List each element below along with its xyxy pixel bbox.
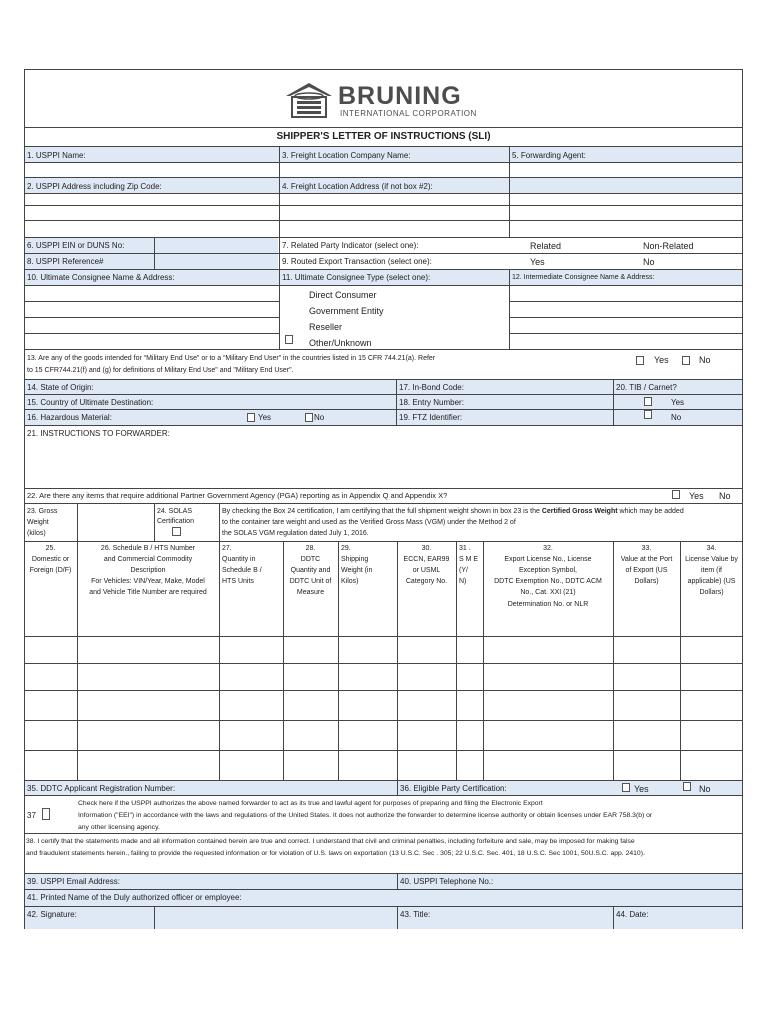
- tib-no-checkbox[interactable]: [644, 410, 652, 419]
- field-38-text-1: 38. I certify that the statements made and all information contained herein are true and correct. I understand that civil and criminal penalties, including forfeiture and sale, may be imposed for making false: [26, 838, 635, 845]
- col-31-line-4: N): [459, 578, 467, 585]
- col-32-line-1: 32.: [543, 545, 553, 552]
- eligible-no-label: No: [699, 784, 711, 794]
- military-yes-checkbox[interactable]: [636, 356, 644, 365]
- col-33-line-3: of Export (US: [625, 567, 668, 574]
- solas-text-line-2: to the container tare weight and used as the Verified Gross Mass (VGM) under the Method 2 of: [222, 519, 516, 526]
- field-38-text-2: and fraudulent statements herein., failing to provide the requested information or for violation of U.S. laws on exportation (13 U.S.C. Sec . 305; 22 U.S.C. Sec. 401, 18 U.S.C. Sec 1001, 50U.S.C. app. 2410).: [26, 850, 645, 857]
- col-25-line-3: Foreign (D/F): [29, 567, 72, 574]
- col-28-line-2: DDTC: [300, 556, 321, 563]
- col-34-line-4: applicable) (US: [687, 578, 736, 585]
- col-34-line-5: Dollars): [699, 589, 724, 596]
- field-2-label: 2. USPPI Address including Zip Code:: [27, 182, 162, 191]
- field-37-text-3: any other licensing agency.: [78, 824, 160, 831]
- certified-gross-weight: Certified Gross Weight: [541, 508, 618, 515]
- brand-subtitle: INTERNATIONAL CORPORATION: [340, 109, 477, 118]
- field-5-label: 5. Forwarding Agent:: [512, 151, 586, 160]
- col-34-line-2: License Value by: [685, 556, 738, 563]
- col-26-line-5: and Vehicle Title Number are required: [89, 589, 207, 596]
- eligible-yes-checkbox[interactable]: [622, 783, 630, 792]
- field-23-label-3: (kilos): [27, 530, 46, 537]
- solas-text-line-1: [222, 507, 684, 517]
- col-33-line-2: Value at the Port: [620, 556, 673, 563]
- col-34-line-3: item (if: [701, 567, 722, 574]
- form-title: SHIPPER'S LETTER OF INSTRUCTIONS (SLI): [276, 131, 491, 142]
- field-41-label: 41. Printed Name of the Duly authorized officer or employee:: [27, 893, 242, 902]
- option-routed-no[interactable]: No: [643, 257, 655, 267]
- col-32-line-3: Exception Symbol,: [519, 567, 577, 574]
- field-9-label: 9. Routed Export Transaction (select one):: [282, 257, 432, 266]
- tib-yes-label: Yes: [671, 398, 685, 407]
- hazmat-no-checkbox[interactable]: [305, 413, 313, 422]
- col-26-line-4: For Vehicles: VIN/Year, Make, Model: [91, 578, 205, 585]
- tib-no-label: No: [671, 413, 682, 422]
- hazmat-yes-checkbox[interactable]: [247, 413, 255, 422]
- col-27-line-2: Quantity in: [222, 556, 256, 563]
- military-yes-label: Yes: [654, 355, 669, 365]
- option-other-unknown[interactable]: Other/Unknown: [309, 338, 372, 348]
- brand-name: BRUNING: [338, 82, 462, 110]
- field-17-label: 17. In-Bond Code:: [399, 383, 464, 392]
- col-30-line-3: or USML: [412, 567, 441, 574]
- col-25-line-2: Domestic or: [31, 556, 70, 563]
- col-30-line-1: 30.: [421, 545, 432, 552]
- field-19-label: 19. FTZ Identifier:: [399, 413, 463, 422]
- pga-yes-checkbox[interactable]: [672, 490, 680, 499]
- field-20-label: 20. TIB / Carnet?: [616, 383, 677, 392]
- col-33-line-4: Dollars): [634, 578, 659, 585]
- field-23-label-2: Weight: [27, 519, 49, 526]
- field-8-label: 8. USPPI Reference#: [27, 257, 104, 266]
- solas-certification-checkbox[interactable]: [172, 527, 181, 536]
- option-non-related[interactable]: Non-Related: [643, 241, 694, 251]
- field-37-label: 37: [27, 811, 36, 820]
- col-29-line-4: Kilos): [341, 578, 359, 585]
- hazmat-yes-label: Yes: [258, 413, 272, 422]
- pga-yes-label: Yes: [689, 491, 704, 501]
- col-27-line-4: HTS Units: [222, 578, 254, 585]
- authorize-forwarder-checkbox[interactable]: [42, 808, 50, 820]
- field-13-text-1: 13. Are any of the goods intended for “Military End Use” or to a “Military End User” in the countries listed in 15 CFR 744.21(a). Refer: [27, 355, 436, 362]
- col-32-line-6: Determination No. or NLR: [507, 601, 589, 608]
- col-30-line-4: Category No.: [405, 578, 448, 585]
- col-32-line-4: DDTC Exemption No., DDTC ACM: [494, 578, 602, 585]
- option-government-entity[interactable]: Government Entity: [309, 306, 384, 316]
- col-28-line-5: Measure: [296, 589, 325, 596]
- tib-yes-checkbox[interactable]: [644, 397, 652, 406]
- field-39-label: 39. USPPI Email Address:: [27, 877, 120, 886]
- field-23-label-1: 23. Gross: [27, 508, 58, 515]
- field-3-label: 3. Freight Location Company Name:: [282, 151, 411, 160]
- col-31-line-3: (Y/: [459, 567, 468, 574]
- col-29-line-2: Shipping: [341, 556, 369, 563]
- field-40-label: 40. USPPI Telephone No.:: [400, 877, 494, 886]
- col-32-line-5: No., Cat. XXI (21): [520, 589, 576, 596]
- field-21-label: 21. INSTRUCTIONS TO FORWARDER:: [27, 429, 170, 438]
- field-12-label: 12. Intermediate Consignee Name & Address:: [512, 274, 655, 281]
- field-15-label: 15. Country of Ultimate Destination:: [27, 398, 154, 407]
- col-26-line-3: Description: [130, 567, 166, 574]
- field-6-label: 6. USPPI EIN or DUNS No:: [27, 241, 125, 250]
- col-30-line-2: ECCN, EAR99: [403, 556, 450, 563]
- field-35-label: 35. DDTC Applicant Registration Number:: [27, 784, 176, 793]
- field-13-text-2: to 15 CFR744.21(f) and (g) for definitions of Military End Use" and "Military End User".: [27, 367, 294, 374]
- field-22-label: 22. Are there any items that require additional Partner Government Agency (PGA) reporting as in Appendix Q and Appendix X?: [27, 491, 448, 500]
- field-37-text-1: Check here if the USPPI authorizes the above named forwarder to act as its true and lawful agent for purposes of preparing and filing the Electronic Export: [78, 800, 543, 807]
- field-18-label: 18. Entry Number:: [399, 398, 464, 407]
- field-7-label: 7. Related Party Indicator (select one):: [282, 241, 419, 250]
- col-29-line-1: 29.: [341, 545, 351, 552]
- col-29-line-3: Weight (in: [341, 567, 373, 574]
- field-10-label: 10. Ultimate Consignee Name & Address:: [27, 273, 175, 282]
- solas-text-1a: By checking the Box 24 certification, I am certifying that the full shipment weight shown in box 23 is the: [222, 508, 542, 515]
- field-36-label: 36. Eligible Party Certification:: [400, 784, 507, 793]
- field-24-label-1: 24. SOLAS: [157, 508, 193, 515]
- col-27-line-1: 27.: [222, 545, 232, 552]
- pga-no-label: No: [719, 491, 731, 501]
- field-11-label: 11. Ultimate Consignee Type (select one):: [282, 273, 431, 282]
- col-31-line-2: S M E: [459, 556, 479, 563]
- field-24-label-2: Certification: [157, 518, 194, 525]
- col-34-line-1: 34.: [706, 545, 717, 552]
- military-no-checkbox[interactable]: [682, 356, 690, 365]
- field-42-label: 42. Signature:: [27, 910, 77, 919]
- field-16-label: 16. Hazardous Material:: [27, 413, 112, 422]
- field-44-label: 44. Date:: [616, 910, 649, 919]
- field-14-label: 14. State of Origin:: [27, 383, 94, 392]
- col-28-line-1: 28.: [305, 545, 316, 552]
- col-32-line-2: Export License No., License: [504, 556, 592, 563]
- other-unknown-checkbox[interactable]: [285, 335, 293, 344]
- eligible-no-checkbox[interactable]: [683, 782, 691, 791]
- option-reseller[interactable]: Reseller: [309, 322, 343, 332]
- hazmat-no-label: No: [314, 413, 325, 422]
- military-no-label: No: [699, 355, 711, 365]
- solas-text-1c: which may be added: [617, 508, 684, 515]
- col-26-line-1: 26. Schedule B / HTS Number: [100, 545, 196, 552]
- col-31-line-1: 31 .: [459, 545, 471, 552]
- field-43-label: 43. Title:: [400, 910, 431, 919]
- field-37-text-2: Information ("EEI") in accordance with the laws and regulations of the United States. It does not authorize the forwarder to determine license authority or obtain licenses under EAR 758.3(b) or: [78, 812, 653, 819]
- option-direct-consumer[interactable]: Direct Consumer: [309, 290, 377, 300]
- col-26-line-2: and Commercial Commodity: [103, 556, 193, 563]
- instructions-to-forwarder-field[interactable]: [25, 440, 742, 487]
- col-25-line-1: 25.: [45, 545, 56, 552]
- col-33-line-1: 33.: [641, 545, 652, 552]
- col-27-line-3: Schedule B /: [222, 567, 262, 574]
- option-routed-yes[interactable]: Yes: [530, 257, 545, 267]
- field-4-label: 4. Freight Location Address (if not box #2):: [282, 182, 433, 191]
- col-28-line-4: DDTC Unit of: [289, 578, 332, 585]
- col-28-line-3: Quantity and: [290, 567, 331, 574]
- option-related[interactable]: Related: [530, 241, 562, 251]
- solas-text-line-3: the SOLAS VGM regulation dated July 1, 2016.: [222, 530, 369, 537]
- eligible-yes-label: Yes: [634, 784, 649, 794]
- field-1-label: 1. USPPI Name:: [27, 151, 86, 160]
